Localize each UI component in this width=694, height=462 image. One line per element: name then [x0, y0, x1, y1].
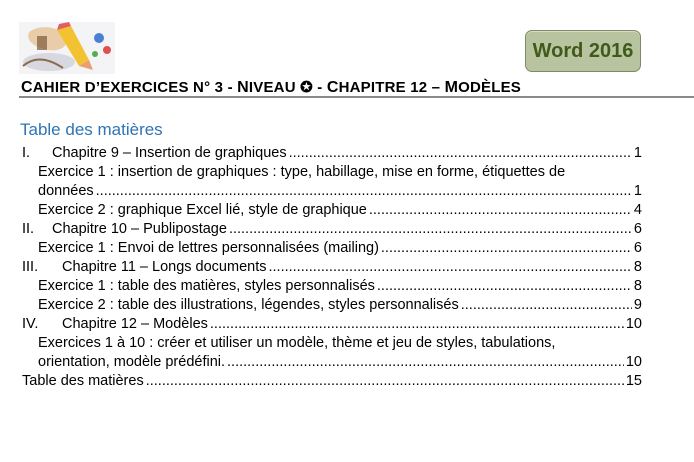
table-of-contents: [22, 145, 642, 392]
toc-entry-text: Exercice 2 : graphique Excel lié, style de graphique: [38, 202, 367, 218]
toc-leader-dots: [96, 183, 632, 199]
toc-entry-ex2[interactable]: [22, 202, 642, 221]
toc-entry-text: Exercice 1 : table des matières, styles personnalisés: [38, 278, 375, 294]
toc-entry-page: 6: [633, 221, 642, 237]
toc-entry-page: 4: [633, 202, 642, 218]
toc-entry-toc-styles[interactable]: [22, 278, 642, 297]
header-title-part: IVEAU: [248, 79, 301, 96]
toc-entry-text: Chapitre 11 – Longs documents: [62, 259, 267, 275]
toc-entry-page: 9: [633, 297, 642, 313]
toc-entry-text: Exercice 1 : Envoi de lettres personnalisées (mailing): [38, 240, 379, 256]
toc-leader-dots: [146, 373, 624, 389]
toc-entry-text: Table des matières: [22, 373, 144, 389]
toc-entry-page: 8: [633, 259, 642, 275]
toc-entry-chapter-11[interactable]: [22, 259, 642, 278]
toc-entry-text: Chapitre 12 – Modèles: [62, 316, 208, 332]
header-title-part: C: [326, 79, 339, 96]
header-title-part: C: [21, 79, 33, 96]
level-symbol-icon: ✪: [300, 79, 313, 96]
toc-leader-dots: [210, 316, 624, 332]
toc-entry-text: Chapitre 9 – Insertion de graphiques: [52, 145, 287, 161]
header-title-part: ODÈLES: [458, 79, 521, 96]
pencil-illustration-icon: [19, 22, 115, 74]
toc-entry-page: 15: [625, 373, 642, 389]
header-divider: [19, 96, 694, 98]
toc-leader-dots: [268, 259, 631, 275]
page-header-title: [21, 78, 621, 97]
toc-entry-page: 8: [633, 278, 642, 294]
toc-heading: Table des matières: [20, 120, 163, 139]
toc-entry-page: 10: [625, 354, 642, 370]
toc-entry-chapter-12[interactable]: [22, 316, 642, 335]
toc-entry-ex1-line1[interactable]: Exercice 1 : insertion de graphiques : type, habillage, mise en forme, étiquettes de: [38, 164, 566, 180]
toc-entry-text: Chapitre 10 – Publipostage: [52, 221, 227, 237]
header-title-part: -: [312, 79, 327, 96]
toc-leader-dots: [369, 202, 632, 218]
toc-entry-chapter-10[interactable]: [22, 221, 642, 240]
toc-leader-dots: [229, 221, 632, 237]
toc-entry-page: 1: [633, 183, 642, 199]
header-title-part: M: [444, 79, 459, 96]
header-title-part: HAPITRE 12 –: [338, 79, 445, 96]
toc-entry-ex1-10-line1[interactable]: Exercices 1 à 10 : créer et utiliser un modèle, thème et jeu de styles, tabulations,: [38, 335, 556, 351]
toc-entry-ex1-10-line2[interactable]: [22, 354, 642, 373]
toc-entry-ex1-line2[interactable]: [22, 183, 642, 202]
header-title-part: N: [237, 79, 249, 96]
toc-entry-number: II.: [22, 221, 35, 237]
header-title-part: AHIER D’EXERCICES N° 3 -: [32, 79, 238, 96]
toc-entry-number: I.: [22, 145, 31, 161]
toc-entry-page: 1: [633, 145, 642, 161]
toc-entry-text: orientation, modèle prédéfini.: [38, 354, 226, 370]
toc-leader-dots: [227, 354, 624, 370]
toc-leader-dots: [461, 297, 632, 313]
version-badge: [525, 30, 641, 72]
toc-entry-text: données: [38, 183, 94, 199]
toc-entry-mailing[interactable]: [22, 240, 642, 259]
toc-entry-number: IV.: [22, 316, 39, 332]
toc-entry-table-of-contents[interactable]: [22, 373, 642, 392]
toc-entry-illustrations[interactable]: [22, 297, 642, 316]
version-badge-label: Word 2016: [532, 39, 634, 62]
toc-leader-dots: [289, 145, 632, 161]
toc-entry-chapter-9[interactable]: [22, 145, 642, 164]
toc-entry-page: 6: [633, 240, 642, 256]
toc-entry-text: Exercice 2 : table des illustrations, légendes, styles personnalisés: [38, 297, 459, 313]
toc-entry-number: III.: [22, 259, 39, 275]
toc-leader-dots: [377, 278, 632, 294]
toc-entry-page: 10: [625, 316, 642, 332]
toc-leader-dots: [381, 240, 632, 256]
logo-illustration: [19, 22, 115, 74]
